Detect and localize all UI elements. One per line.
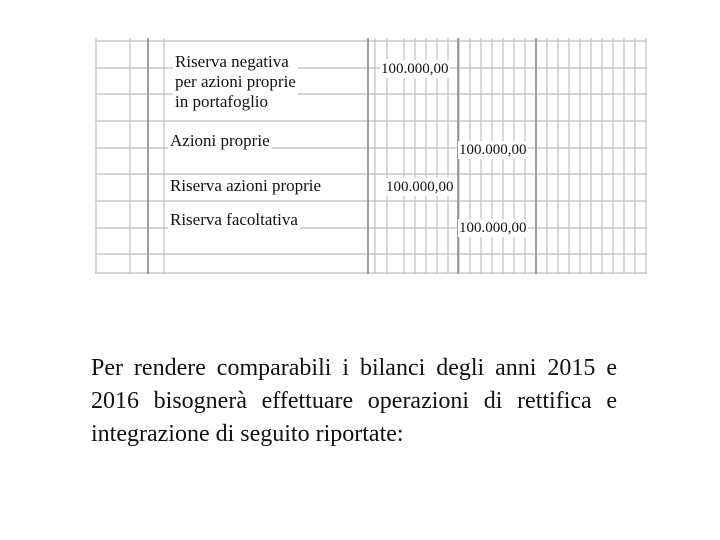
debit-amount: 100.000,00 <box>381 61 449 77</box>
entry-label-line: Riserva negativa <box>175 52 289 71</box>
entry-label-line: Riserva azioni proprie <box>170 176 322 195</box>
entry-label-line: Azioni proprie <box>170 131 270 150</box>
debit-amount: 100.000,00 <box>386 179 454 195</box>
entry-label-azioni-proprie <box>168 131 272 151</box>
credit-amount: 100.000,00 <box>459 220 527 236</box>
entry-label-line: Riserva facoltativa <box>170 210 298 229</box>
entry-label-riserva-facoltativa <box>168 210 300 230</box>
credit-amount: 100.000,00 <box>459 142 527 158</box>
explanatory-note: Per rendere comparabili i bilanci degli anni 2015 e 2016 bisognerà effettuare operazioni di rettifica e integrazione di seguito riportate: <box>91 355 617 447</box>
entry-label-riserva-azioni-proprie <box>168 176 323 196</box>
journal-ledger <box>95 38 647 274</box>
entry-label-line: in portafoglio <box>175 92 269 111</box>
entry-label-line: per azioni proprie <box>175 72 296 91</box>
entry-label-riserva-negativa <box>173 52 298 112</box>
